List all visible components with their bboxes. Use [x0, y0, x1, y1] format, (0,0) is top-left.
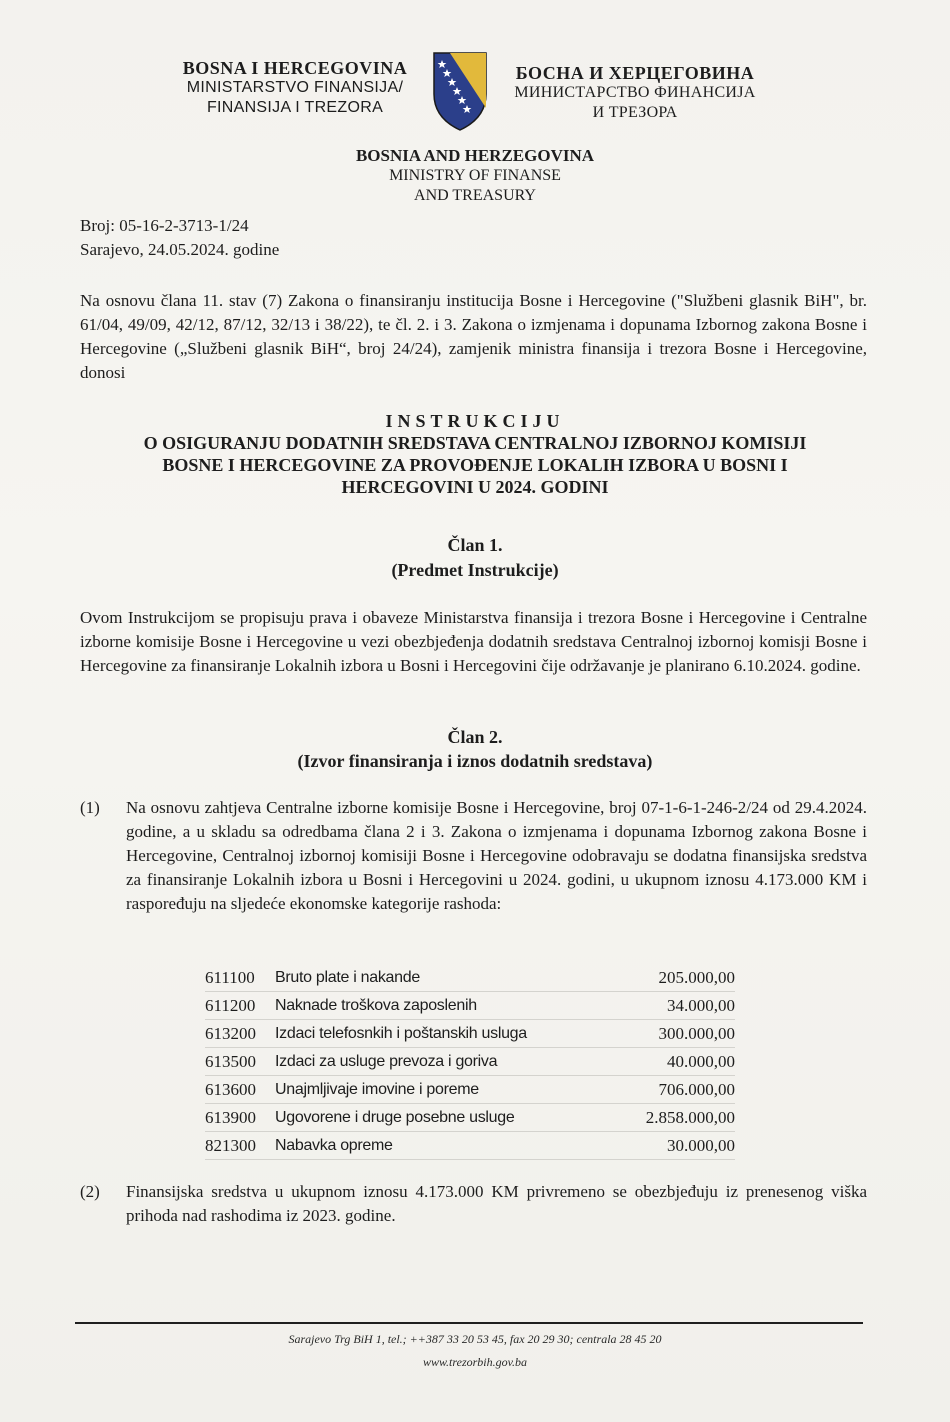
- intro-paragraph: Na osnovu člana 11. stav (7) Zakona o finansiranju institucija Bosne i Hercegovine ("Službeni glasnik BiH", br. 61/04, 49/09, 42/12, 87/12, 32/13 i 38/22), te čl. 2. i 3. Zakona o izmjenama i dopunama Izbornog zakona Bosne i Hercegovine („Službeni glasnik BiH“, broj 24/24), zamjenik ministra finansija i trezora Bosne i Hercegovine, donosi: [80, 291, 867, 382]
- title-line3: BOSNE I HERCEGOVINE ZA PROVOĐENJE LOKALIH IZBORA U BOSNI I: [162, 455, 788, 475]
- footer-divider: [75, 1322, 863, 1324]
- header-right-institution: [490, 63, 780, 123]
- header-center-line3: AND TREASURY: [414, 187, 536, 204]
- bih-coat-of-arms-icon: [430, 50, 490, 132]
- header-right-line3: И ТРЕЗОРА: [592, 104, 678, 121]
- article1-text: Ovom Instrukcijom se propisuju prava i obaveze Ministarstva finansija i trezora Bosne i Hercegovine i Centralne izborne komisije Bosne i Hercegovine u vezi obezbjeđenja dodatnih sredstava Centralnoj izbornoj komisji Bosne i Hercegovine za finansiranje Lokalnih izbora u Bosni i Hercegovini čije održavanje je planirano 6.10.2024. godine.: [80, 608, 867, 675]
- budget-label: Izdaci za usluge prevoza i goriva: [275, 1053, 498, 1070]
- header-right-line2: МИНИСТАРСТВО ФИНАНСИЈА: [514, 84, 756, 101]
- title-line2: O OSIGURANJU DODATNIH SREDSTAVA CENTRALNOJ IZBORNOJ KOMISIJI: [143, 433, 807, 453]
- budget-amount: 205.000,00: [658, 968, 735, 987]
- table-row: [205, 1020, 735, 1048]
- title-line1: INSTRUKCIJU: [385, 411, 565, 431]
- header-left-line3: FINANSIJA I TREZORA: [206, 99, 384, 116]
- budget-amount: 40.000,00: [667, 1052, 735, 1071]
- footer-address: Sarajevo Trg BiH 1, tel.; ++387 33 20 53 45, fax 20 29 30; centrala 28 45 20: [288, 1332, 662, 1346]
- budget-amount: 2.858.000,00: [645, 1108, 735, 1127]
- budget-label: Nabavka opreme: [275, 1137, 393, 1154]
- table-row: [205, 992, 735, 1020]
- header-left-line2: MINISTARSTVO FINANSIJA/: [186, 79, 404, 96]
- article2-heading: Član 2.: [447, 727, 503, 747]
- budget-amount: 300.000,00: [658, 1024, 735, 1043]
- table-row: [205, 1104, 735, 1132]
- article2-subheading: (Izvor finansiranja i iznos dodatnih sredstava): [297, 751, 653, 771]
- budget-code: 611100: [205, 968, 255, 987]
- budget-table: [205, 964, 735, 1160]
- budget-code: 613200: [205, 1024, 256, 1043]
- budget-code: 821300: [205, 1136, 256, 1155]
- budget-code: 613900: [205, 1108, 256, 1127]
- table-row: [205, 1048, 735, 1076]
- budget-label: Bruto plate i nakande: [275, 969, 420, 986]
- article1-heading: Član 1.: [447, 535, 503, 555]
- title-line4: HERCEGOVINI U 2024. GODINI: [341, 477, 609, 497]
- table-row: [205, 964, 735, 992]
- header-center-line2: MINISTRY OF FINANSE: [389, 167, 561, 184]
- table-row: [205, 1132, 735, 1160]
- header-left-line1: BOSNA I HERCEGOVINA: [182, 58, 408, 78]
- budget-amount: 30.000,00: [667, 1136, 735, 1155]
- item-text: Finansijska sredstva u ukupnom iznosu 4.173.000 KM privremeno se obezbjeđuju iz prenesenog viška prihoda nad rashodima iz 2023. godine.: [126, 1182, 867, 1225]
- header-left-institution: [150, 58, 440, 118]
- budget-label: Naknade troškova zaposlenih: [275, 997, 477, 1014]
- item-text: Na osnovu zahtjeva Centralne izborne komisije Bosne i Hercegovine, broj 07-1-6-1-246-2/24 od 29.4.2024. godine, a u skladu sa odredbama člana 2 i 3. Zakona o izmjenama i dopunama Izbornog zakona Bosne i Hercegovine, Centralnoj izbornoj komisiji Bosne i Hercegovine odobravaju se dodatna finansijska sredstva za finansiranje Lokalnih izbora u Bosni i Hercegovini u 2024. godini, u ukupnom iznosu 4.173.000 KM i raspoređuju na sljedeće ekonomske kategorije rashoda:: [126, 798, 867, 913]
- budget-code: 613500: [205, 1052, 256, 1071]
- document-number: Broj: 05-16-2-3713-1/24: [80, 216, 249, 235]
- budget-code: 613600: [205, 1080, 256, 1099]
- instruction-title: [0, 410, 950, 498]
- document-date: Sarajevo, 24.05.2024. godine: [80, 240, 280, 259]
- budget-amount: 706.000,00: [658, 1080, 735, 1099]
- budget-label: Unajmljivaje imovine i poreme: [275, 1081, 479, 1098]
- footer-website: www.trezorbih.gov.ba: [422, 1355, 528, 1369]
- budget-code: 611200: [205, 996, 256, 1015]
- header-center-institution: [0, 146, 950, 206]
- article2-item-1: [80, 796, 867, 936]
- header-center-line1: BOSNIA AND HERZEGOVINA: [355, 146, 595, 165]
- article1-subheading: (Predmet Instrukcije): [391, 560, 559, 580]
- document-meta: [80, 214, 279, 262]
- article2-item-2: [80, 1180, 867, 1230]
- header-right-line1: БОСНА И ХЕРЦЕГОВИНА: [515, 63, 755, 83]
- item-number: (1): [80, 798, 100, 817]
- table-row: [205, 1076, 735, 1104]
- item-number: (2): [80, 1182, 100, 1201]
- budget-label: Ugovorene i druge posebne usluge: [275, 1109, 515, 1126]
- budget-amount: 34.000,00: [667, 996, 735, 1015]
- budget-label: Izdaci telefosnkih i poštanskih usluga: [275, 1025, 527, 1042]
